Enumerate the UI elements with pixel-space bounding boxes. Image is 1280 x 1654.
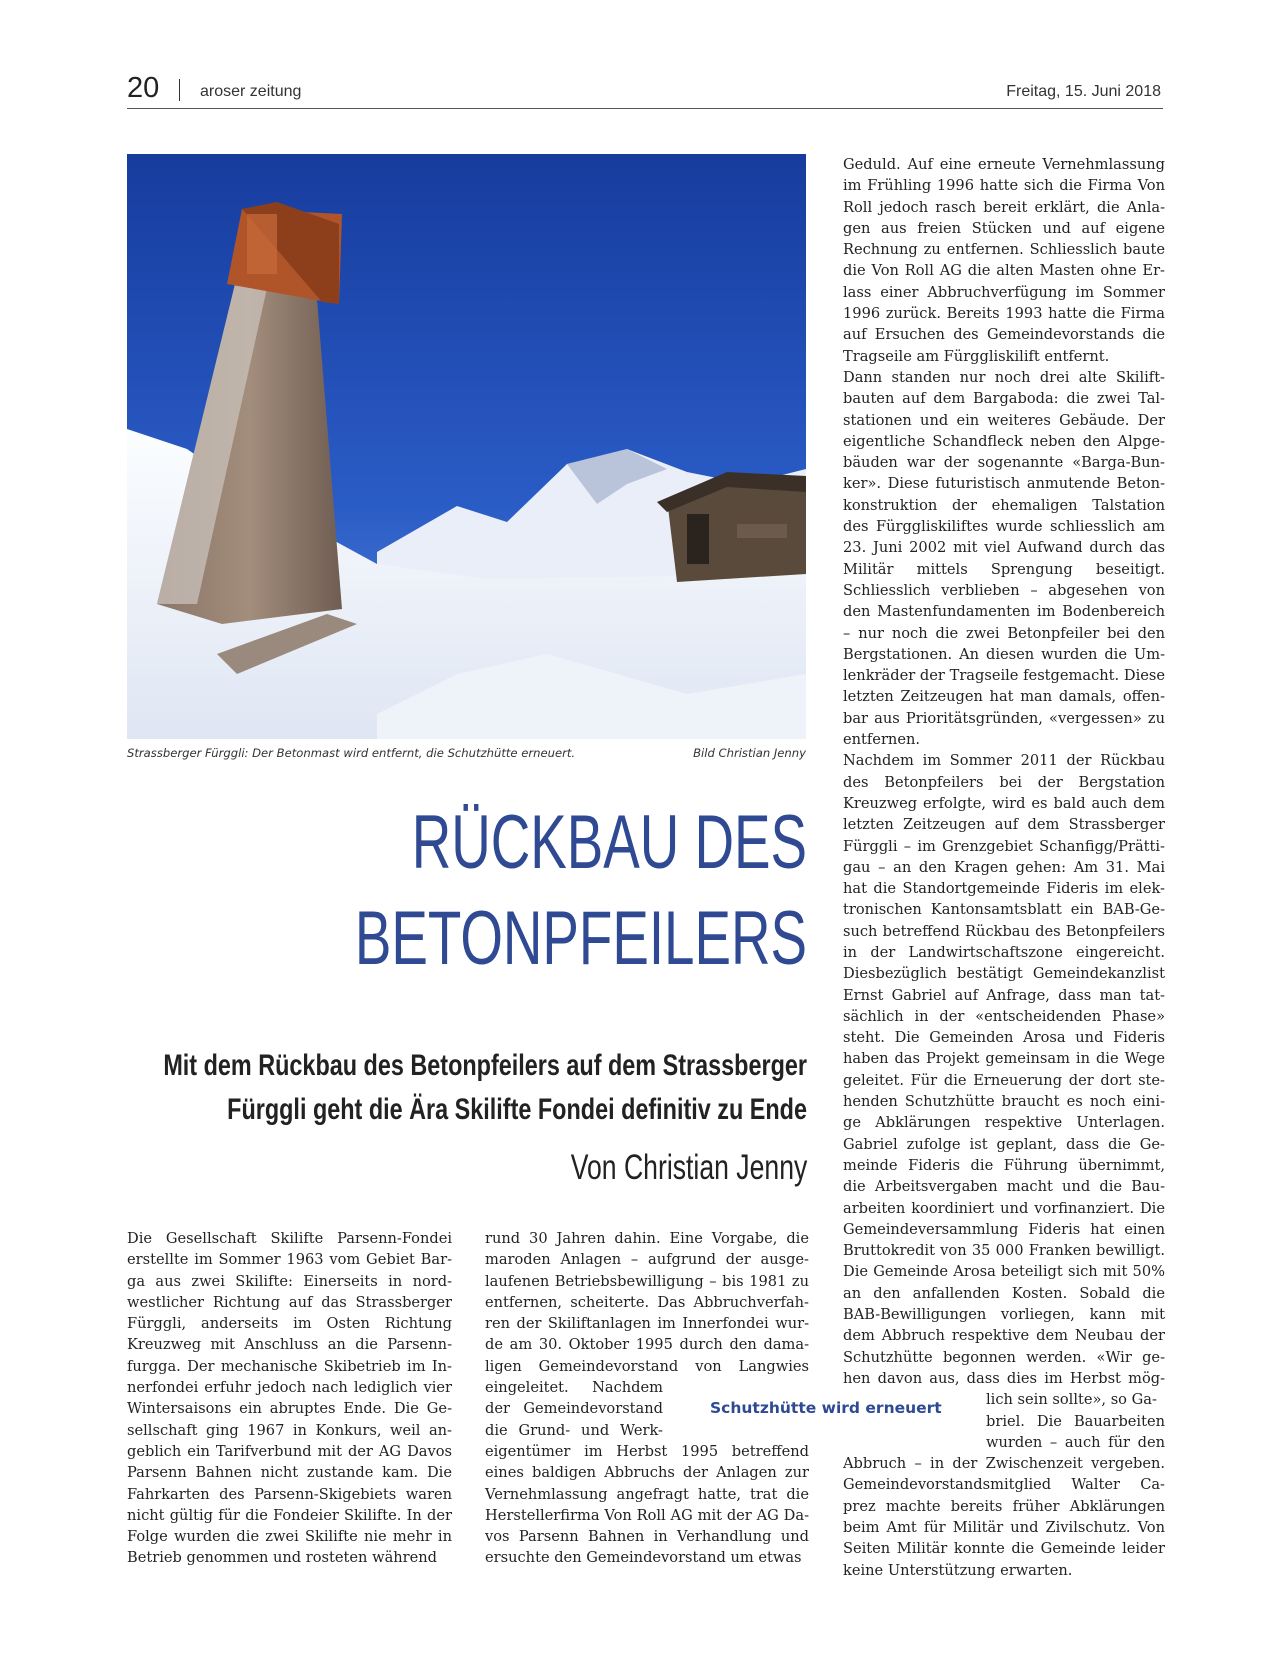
text-line: gau – an den Kragen gehen: Am 31. Mai (843, 858, 1165, 876)
text-line: Fahrkarten des Parsenn-Skigebiets waren (127, 1485, 452, 1503)
text-line: ren der Skiliftanlagen im Innerfondei wur- (485, 1315, 809, 1333)
text-line: westlicher Richtung auf das Strassberger (127, 1293, 452, 1311)
text-line: des Fürggliskiliftes wurde schliesslich am (843, 518, 1165, 536)
article-column-3 (843, 154, 1165, 1581)
text-line: hat die Standortgemeinde Fideris im elek- (843, 880, 1165, 898)
text-line: eines baldigen Abbruchs der Anlagen zur (485, 1464, 809, 1482)
text-line: Fürggli, anderseits im Osten Richtung (127, 1315, 452, 1333)
text-line: BAB-Bewilligungen vorliegen, kann mit (843, 1306, 1165, 1324)
text-line: Vernehmlassung angefragt hatte, trat die (485, 1485, 809, 1503)
text-line: Schutzhütte begonnen werden. «Wir ge- (843, 1348, 1165, 1366)
byline: Von Christian Jenny (570, 1148, 807, 1187)
text-line: sellschaft ging 1967 in Konkurs, weil an- (127, 1421, 452, 1439)
article-photo (127, 154, 806, 739)
text-line: Dann standen nur noch drei alte Skilift- (843, 368, 1165, 386)
text-line: im Frühling 1996 hatte sich die Firma Von (843, 177, 1165, 195)
text-line: 1996 zurück. Bereits 1993 hatte die Firma (843, 305, 1165, 323)
text-line: auf Ersuchen des Gemeindevorstands die (843, 326, 1165, 344)
publication-name: aroser zeitung (200, 83, 302, 100)
text-line: bäuden war der sogenannte «Barga-Bun- (843, 454, 1165, 472)
text-line: nicht gültig für die Fondeier Skilifte. In der (127, 1506, 452, 1524)
text-line: Fürggli – im Grenzgebiet Schanfigg/Prätti- (843, 837, 1165, 855)
text-line: geblich ein Tarifverbund mit der AG Davos (127, 1442, 452, 1460)
text-line: eigentümer im Herbst 1995 betreffend (485, 1442, 809, 1460)
text-line: an den anfallenden Kosten. Sobald die (843, 1284, 1165, 1302)
text-line: Militär mittels Sprengung beseitigt. (843, 560, 1165, 578)
text-line: die Grund- und Werk- (485, 1421, 663, 1439)
text-line: Tragseile am Fürggliskilift entfernt. (843, 347, 1110, 365)
text-line: wurden – auch für den (986, 1433, 1165, 1451)
text-line: hen davon aus, dass dies im Herbst mög- (843, 1369, 1165, 1387)
photo-caption: Strassberger Fürggli: Der Betonmast wird entfernt, die Schutzhütte erneuert. (127, 746, 576, 760)
text-line: Rechnung zu entfernen. Schliesslich baute (843, 241, 1165, 259)
text-line: gen aus freien Stücken und auf eigene (843, 219, 1165, 237)
text-line: Herstellerfirma Von Roll AG mit der AG Da- (485, 1506, 809, 1524)
text-line: dem Abbruch respektive dem Neubau der (843, 1327, 1165, 1345)
subtitle (105, 1044, 807, 1132)
text-line: Gabriel zufolge ist geplant, dass die Ge- (843, 1135, 1165, 1153)
text-line: Kreuzweg erfolgte, wird es bald auch dem (843, 794, 1165, 812)
text-line: nerfondei erfuhr jedoch nach lediglich vier (127, 1379, 452, 1397)
text-line: such betreffend Rückbau des Betonpfeilers (843, 922, 1165, 940)
issue-date: Freitag, 15. Juni 2018 (1006, 83, 1161, 100)
text-line: Folge wurden die zwei Skilifte nie mehr in (127, 1528, 452, 1546)
text-line: entfernen. (843, 731, 920, 749)
text-line: beim Amt für Militär und Zivilschutz. Von (843, 1519, 1165, 1536)
text-line: Abbruch – in der Zwischenzeit vergeben. (843, 1455, 1165, 1473)
text-line: geleitet. Für die Erneuerung der dort ste- (843, 1071, 1165, 1089)
text-line: Wintersaisons ein abruptes Ende. Die Ge- (127, 1400, 452, 1418)
text-line: Geduld. Auf eine erneute Vernehmlassung (843, 156, 1165, 173)
text-line: ga aus zwei Skilifte: Einerseits in nord- (127, 1272, 452, 1290)
text-line: eingeleitet. Nachdem (485, 1379, 663, 1397)
text-line: Diesbezüglich bestätigt Gemeindekanzlist (843, 965, 1165, 983)
text-line: laufenen Betriebsbewilligung – bis 1981 zu (485, 1272, 809, 1290)
article-column-1 (127, 1228, 452, 1569)
subtitle-line: Mit dem Rückbau des Betonpfeilers auf dem Strassberger (163, 1049, 807, 1082)
text-line: ersuchte den Gemeindevorstand um etwas (485, 1549, 802, 1567)
text-line: der Gemeindevorstand (485, 1400, 663, 1418)
text-line: in der Landwirtschaftszone eingereicht. (843, 943, 1165, 961)
section-subhead: Schutzhütte wird erneuert (710, 1399, 942, 1417)
text-line: die Von Roll AG die alten Masten ohne Er- (843, 262, 1165, 280)
text-line: die Arbeitsvergaben macht und die Bau- (843, 1178, 1165, 1196)
text-line: ge Abklärungen respektive Unterlagen. (843, 1114, 1165, 1132)
text-line: des Betonpfeilers bei der Bergstation (843, 773, 1165, 791)
text-line: – nur noch die zwei Betonpfeiler bei den (843, 624, 1165, 642)
text-line: Roll jedoch rasch bereit erklärt, die Anla- (843, 198, 1165, 216)
headline (317, 795, 807, 987)
text-line: Bergstationen. An diesen wurden die Um- (843, 645, 1165, 663)
text-line: erstellte im Sommer 1963 vom Gebiet Bar- (127, 1251, 452, 1269)
text-line: konstruktion der ehemaligen Talstation (843, 496, 1165, 514)
photo-credit: Bild Christian Jenny (693, 746, 806, 760)
header-divider (179, 79, 180, 101)
page-header (127, 70, 1163, 109)
text-line: Ernst Gabriel auf Anfrage, dass man tat- (843, 986, 1165, 1004)
text-line: Kreuzweg mit Anschluss an die Parsenn- (127, 1336, 452, 1354)
text-line: prez machte bereits früher Abklärungen (843, 1497, 1165, 1515)
text-line: ligen Gemeindevorstand von Langwies (485, 1357, 809, 1375)
text-line: vos Parsenn Bahnen in Verhandlung und (485, 1528, 809, 1546)
text-line: rund 30 Jahren dahin. Eine Vorgabe, die (485, 1230, 809, 1247)
text-line: haben das Projekt gemeinsam in die Wege (843, 1050, 1165, 1068)
text-line: lenkräder der Tragseile festgemacht. Diese (843, 667, 1165, 685)
text-line: arbeiten koordiniert und vorfinanziert. Die (843, 1199, 1165, 1217)
text-line: steht. Die Gemeinden Arosa und Fideris (843, 1029, 1165, 1047)
text-line: den Mastenfundamenten im Bodenbereich (843, 603, 1165, 621)
text-line: lass einer Abbruchverfügung im Sommer (843, 283, 1165, 301)
text-line: de am 30. Oktober 1995 durch den dama- (485, 1336, 809, 1354)
text-line: entfernen, scheiterte. Das Abbruchverfah- (485, 1293, 809, 1311)
text-line: letzten Zeitzeugen hat man damals, offen- (843, 688, 1165, 706)
text-line: bar aus Prioritätsgründen, «vergessen» zu (843, 709, 1165, 727)
text-line: Betrieb genommen und rosteten während (127, 1549, 438, 1567)
headline-line: RÜCKBAU DES (411, 800, 807, 885)
text-line: briel. Die Bauarbeiten (986, 1412, 1165, 1430)
text-line: henden Schutzhütte braucht es noch eini- (843, 1093, 1165, 1111)
text-line: Gemeindevorstandsmitglied Walter Ca- (843, 1476, 1165, 1494)
text-line: Die Gesellschaft Skilifte Parsenn-Fondei (127, 1230, 452, 1247)
text-line: Parsenn Bahnen nicht zustande kam. Die (127, 1464, 452, 1482)
text-line: tronischen Kantonsamtsblatt ein BAB-Ge- (843, 901, 1165, 919)
text-line: Schliesslich verblieben – abgesehen von (843, 581, 1165, 599)
page-number: 20 (127, 72, 160, 104)
text-line: Gemeindeversammlung Fideris hat einen (843, 1220, 1165, 1238)
text-line: bauten auf dem Bargaboda: die zwei Tal- (843, 390, 1165, 408)
text-line: furgga. Der mechanische Skibetrieb im In- (127, 1357, 452, 1375)
text-line: maroden Anlagen – aufgrund der ausge- (485, 1251, 809, 1269)
text-line: letzten Zeitzeugen auf dem Strassberger (843, 816, 1165, 834)
text-line: meinde Fideris die Führung übernimmt, (843, 1156, 1165, 1174)
text-line: sächlich in der «entscheidenden Phase» (843, 1007, 1165, 1025)
photo-illustration (127, 154, 806, 739)
text-line: keine Unterstützung erwarten. (843, 1561, 1073, 1579)
text-line: Seiten Militär konnte die Gemeinde leider (843, 1540, 1165, 1558)
text-line: 23. Juni 2002 mit viel Aufwand durch das (843, 539, 1165, 557)
text-line: Die Gemeinde Arosa beteiligt sich mit 50% (843, 1263, 1165, 1281)
text-line: ker». Diese futuristisch anmutende Beton- (843, 475, 1165, 493)
text-line: eigentliche Schandfleck neben den Alpge- (843, 432, 1165, 450)
subtitle-line: Fürggli geht die Ära Skilifte Fondei definitiv zu Ende (227, 1093, 808, 1126)
text-line: lich sein sollte», so Ga- (986, 1391, 1157, 1409)
text-line: stationen und ein weiteres Gebäude. Der (843, 411, 1165, 429)
text-line: Nachdem im Sommer 2011 der Rückbau (843, 752, 1165, 770)
text-line: Bruttokredit von 35 000 Franken bewilligt. (843, 1242, 1165, 1260)
headline-line: BETONPFEILERS (354, 896, 807, 981)
